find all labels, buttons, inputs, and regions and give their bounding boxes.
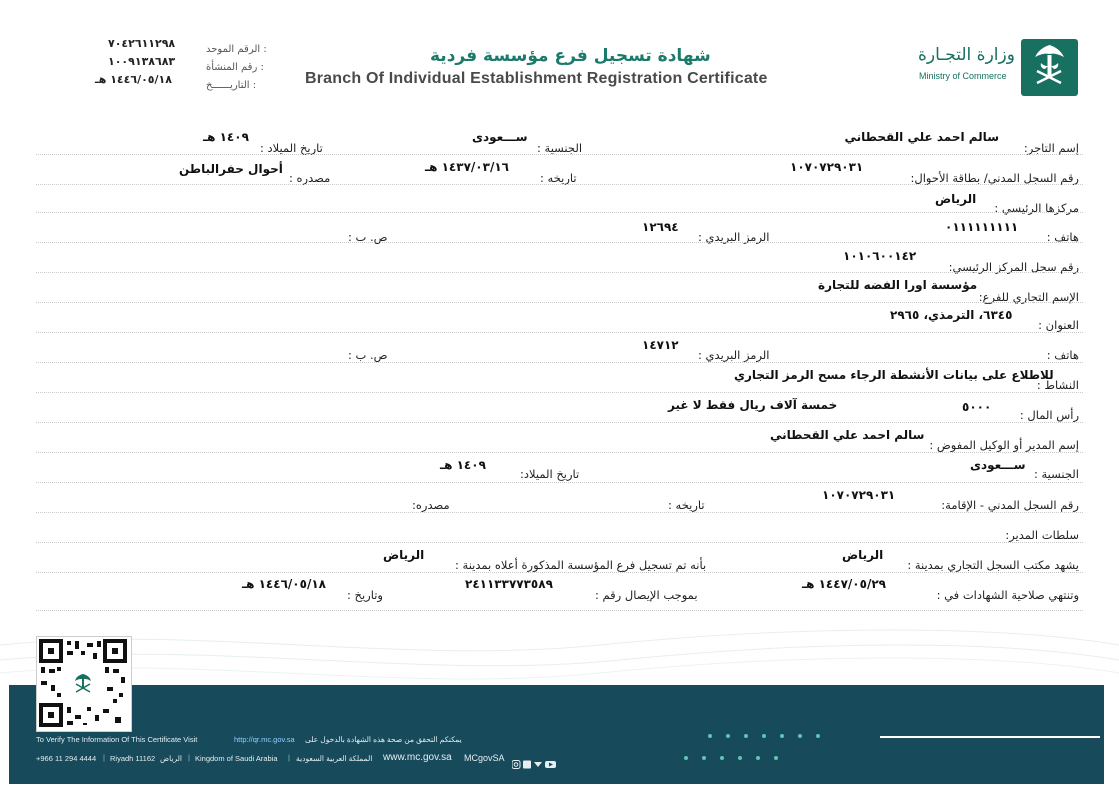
- civil-date: ١٤٣٧/٠٣/١٦ هـ: [425, 160, 509, 174]
- branch-name-label: الإسم التجاري للفرع:: [978, 290, 1079, 304]
- expiry-date: ١٤٤٧/٠٥/٢٩ هـ: [802, 577, 886, 591]
- source-label: مصدره :: [289, 171, 331, 185]
- social-icons: [512, 754, 558, 773]
- pobox-label: ص. ب :: [348, 230, 388, 244]
- row-divider: [36, 392, 1083, 393]
- phone2-label: هاتف :: [1046, 348, 1079, 362]
- row-divider: [36, 512, 1083, 513]
- certify-label: يشهد مكتب السجل التجاري بمدينة :: [907, 558, 1079, 572]
- row-divider: [36, 332, 1083, 333]
- nationality2: ســـعودى: [970, 458, 1026, 472]
- ministry-name-ar: وزارة التجـارة: [918, 45, 1015, 65]
- activity: للاطلاع على بيانات الأنشطة الرجاء مسح الرمز التجاري: [734, 368, 1054, 382]
- certify-city: الرياض: [842, 548, 884, 562]
- title-english: Branch Of Individual Establishment Registration Certificate: [305, 70, 768, 87]
- footer-separator: |: [103, 753, 105, 762]
- ministry-name-en: Ministry of Commerce: [919, 71, 1007, 81]
- facebook-icon: [523, 761, 531, 769]
- birth-date2-label: تاريخ الميلاد:: [520, 467, 580, 481]
- birth-date: ١٤٠٩ هـ: [203, 130, 249, 144]
- receipt-no: ٢٤١١٣٣٧٧٣٥٨٩: [465, 577, 553, 591]
- verification-qr-code[interactable]: [36, 636, 132, 732]
- and-date: ١٤٤٦/٠٥/١٨ هـ: [242, 577, 326, 591]
- row-divider: [36, 482, 1083, 483]
- footer-kingdom-en: Kingdom of Saudi Arabia: [195, 754, 278, 763]
- footer-social-handle[interactable]: MCgovSA: [464, 753, 505, 763]
- row-divider: [36, 572, 1083, 573]
- verify-text-ar: يمكنكم التحقق من صحة هذه الشهادة بالدخول على: [305, 735, 462, 744]
- header-date-label: التاريــــــخ :: [206, 80, 257, 91]
- row-divider: [36, 362, 1083, 363]
- footer-dots-decoration: [680, 728, 880, 768]
- source: أحوال حفرالباطن: [179, 162, 283, 176]
- row-divider: [36, 302, 1083, 303]
- ministry-emblem-icon: [1021, 39, 1078, 96]
- manager-powers-label: سلطات المدير:: [1005, 528, 1079, 542]
- footer-separator: |: [288, 753, 290, 762]
- registered-city: الرياض: [383, 548, 425, 562]
- merchant-name: سالم احمد علي القحطاني: [844, 130, 999, 144]
- postal2-label: الرمز البريدي :: [698, 348, 770, 362]
- footer-city-ar: الرياض: [160, 754, 182, 763]
- title-arabic: شهادة تسجيل فرع مؤسسة فردية: [430, 46, 711, 66]
- row-divider: [36, 422, 1083, 423]
- manager-name: سالم احمد علي القحطاني: [770, 428, 925, 442]
- instagram-icon: [512, 761, 520, 769]
- main-cr-label: رقم سجل المركز الرئيسي:: [948, 260, 1079, 274]
- civil2: ١٠٧٠٧٢٩٠٣١: [822, 488, 896, 502]
- receipt-label: بموجب الإيصال رقم :: [595, 588, 698, 602]
- decorative-waves: [0, 615, 1119, 690]
- footer-line-decoration: [880, 736, 1100, 740]
- birth-date-label: تاريخ الميلاد :: [260, 141, 323, 155]
- capital-label: رأس المال :: [1019, 408, 1079, 422]
- footer-phone: +966 11 294 4444: [36, 754, 97, 763]
- row-divider: [36, 154, 1083, 155]
- row-divider: [36, 212, 1083, 213]
- address: ٦٣٤٥، الترمذي، ٢٩٦٥: [890, 308, 1013, 322]
- registered-label: بأنه تم تسجيل فرع المؤسسة المذكورة أعلاه بمدينة :: [455, 558, 707, 572]
- facility-no: ١٠٠٩١٣٨٦٨٣: [108, 55, 176, 68]
- manager-label: إسم المدير أو الوكيل المفوض :: [929, 438, 1079, 452]
- civil-date-label: تاريخه :: [540, 171, 577, 185]
- capital-number: ٥٠٠٠: [962, 400, 992, 414]
- nationality2-label: الجنسية :: [1033, 467, 1079, 481]
- branch-name: مؤسسة اورا الفضه للتجارة: [818, 278, 978, 292]
- civil2-date-label: تاريخه :: [668, 498, 705, 512]
- birth-date2: ١٤٠٩ هـ: [440, 458, 486, 472]
- row-divider: [36, 610, 1083, 611]
- phone-label: هاتف :: [1046, 230, 1079, 244]
- unified-no: ٧٠٤٢٦١١٢٩٨: [108, 37, 176, 50]
- address-label: العنوان :: [1038, 318, 1079, 332]
- source2-label: مصدره:: [412, 498, 450, 512]
- main-center: الرياض: [935, 192, 977, 206]
- verify-text-en: To Verify The Information Of This Certificate Visit: [36, 735, 198, 744]
- postal2: ١٤٧١٢: [642, 338, 679, 352]
- civil2-label: رقم السجل المدني - الإقامة:: [941, 498, 1079, 512]
- facility-no-label: رقم المنشأة :: [206, 62, 264, 73]
- phone: ٠١١١١١١١١١: [945, 220, 1019, 234]
- verify-url-link[interactable]: http://qr.mc.gov.sa: [234, 735, 295, 744]
- and-date-label: وتاريخ :: [347, 588, 383, 602]
- postal: ١٢٦٩٤: [642, 220, 679, 234]
- main-center-label: مركزها الرئيسي :: [994, 201, 1079, 215]
- main-cr: ١٠١٠٦٠٠١٤٢: [843, 249, 917, 263]
- twitter-icon: [534, 762, 542, 767]
- activity-label: النشاط :: [1036, 378, 1079, 392]
- pobox2-label: ص. ب :: [348, 348, 388, 362]
- merchant-name-label: إسم التاجر:: [1023, 141, 1079, 155]
- postal-label: الرمز البريدي :: [698, 230, 770, 244]
- expiry-label: وتنتهي صلاحية الشهادات في :: [936, 588, 1079, 602]
- row-divider: [36, 242, 1083, 243]
- row-divider: [36, 272, 1083, 273]
- capital-words: خمسة آلاف ريال فقط لا غير: [668, 398, 838, 412]
- row-divider: [36, 184, 1083, 185]
- row-divider: [36, 542, 1083, 543]
- civil-no-label: رقم السجل المدني/ بطاقة الأحوال:: [910, 171, 1079, 185]
- header-date: ١٤٤٦/٠٥/١٨ هـ: [95, 73, 172, 86]
- footer-separator: |: [188, 753, 190, 762]
- civil-no: ١٠٧٠٧٢٩٠٣١: [790, 160, 864, 174]
- nationality: ســـعودى: [472, 130, 528, 144]
- footer-website[interactable]: www.mc.gov.sa: [383, 752, 452, 763]
- footer-city-en: Riyadh 11162: [110, 754, 156, 763]
- row-divider: [36, 452, 1083, 453]
- footer-kingdom-ar: المملكة العربية السعودية: [296, 754, 373, 763]
- nationality-label: الجنسية :: [537, 141, 583, 155]
- unified-no-label: الرقم الموحد :: [206, 44, 267, 55]
